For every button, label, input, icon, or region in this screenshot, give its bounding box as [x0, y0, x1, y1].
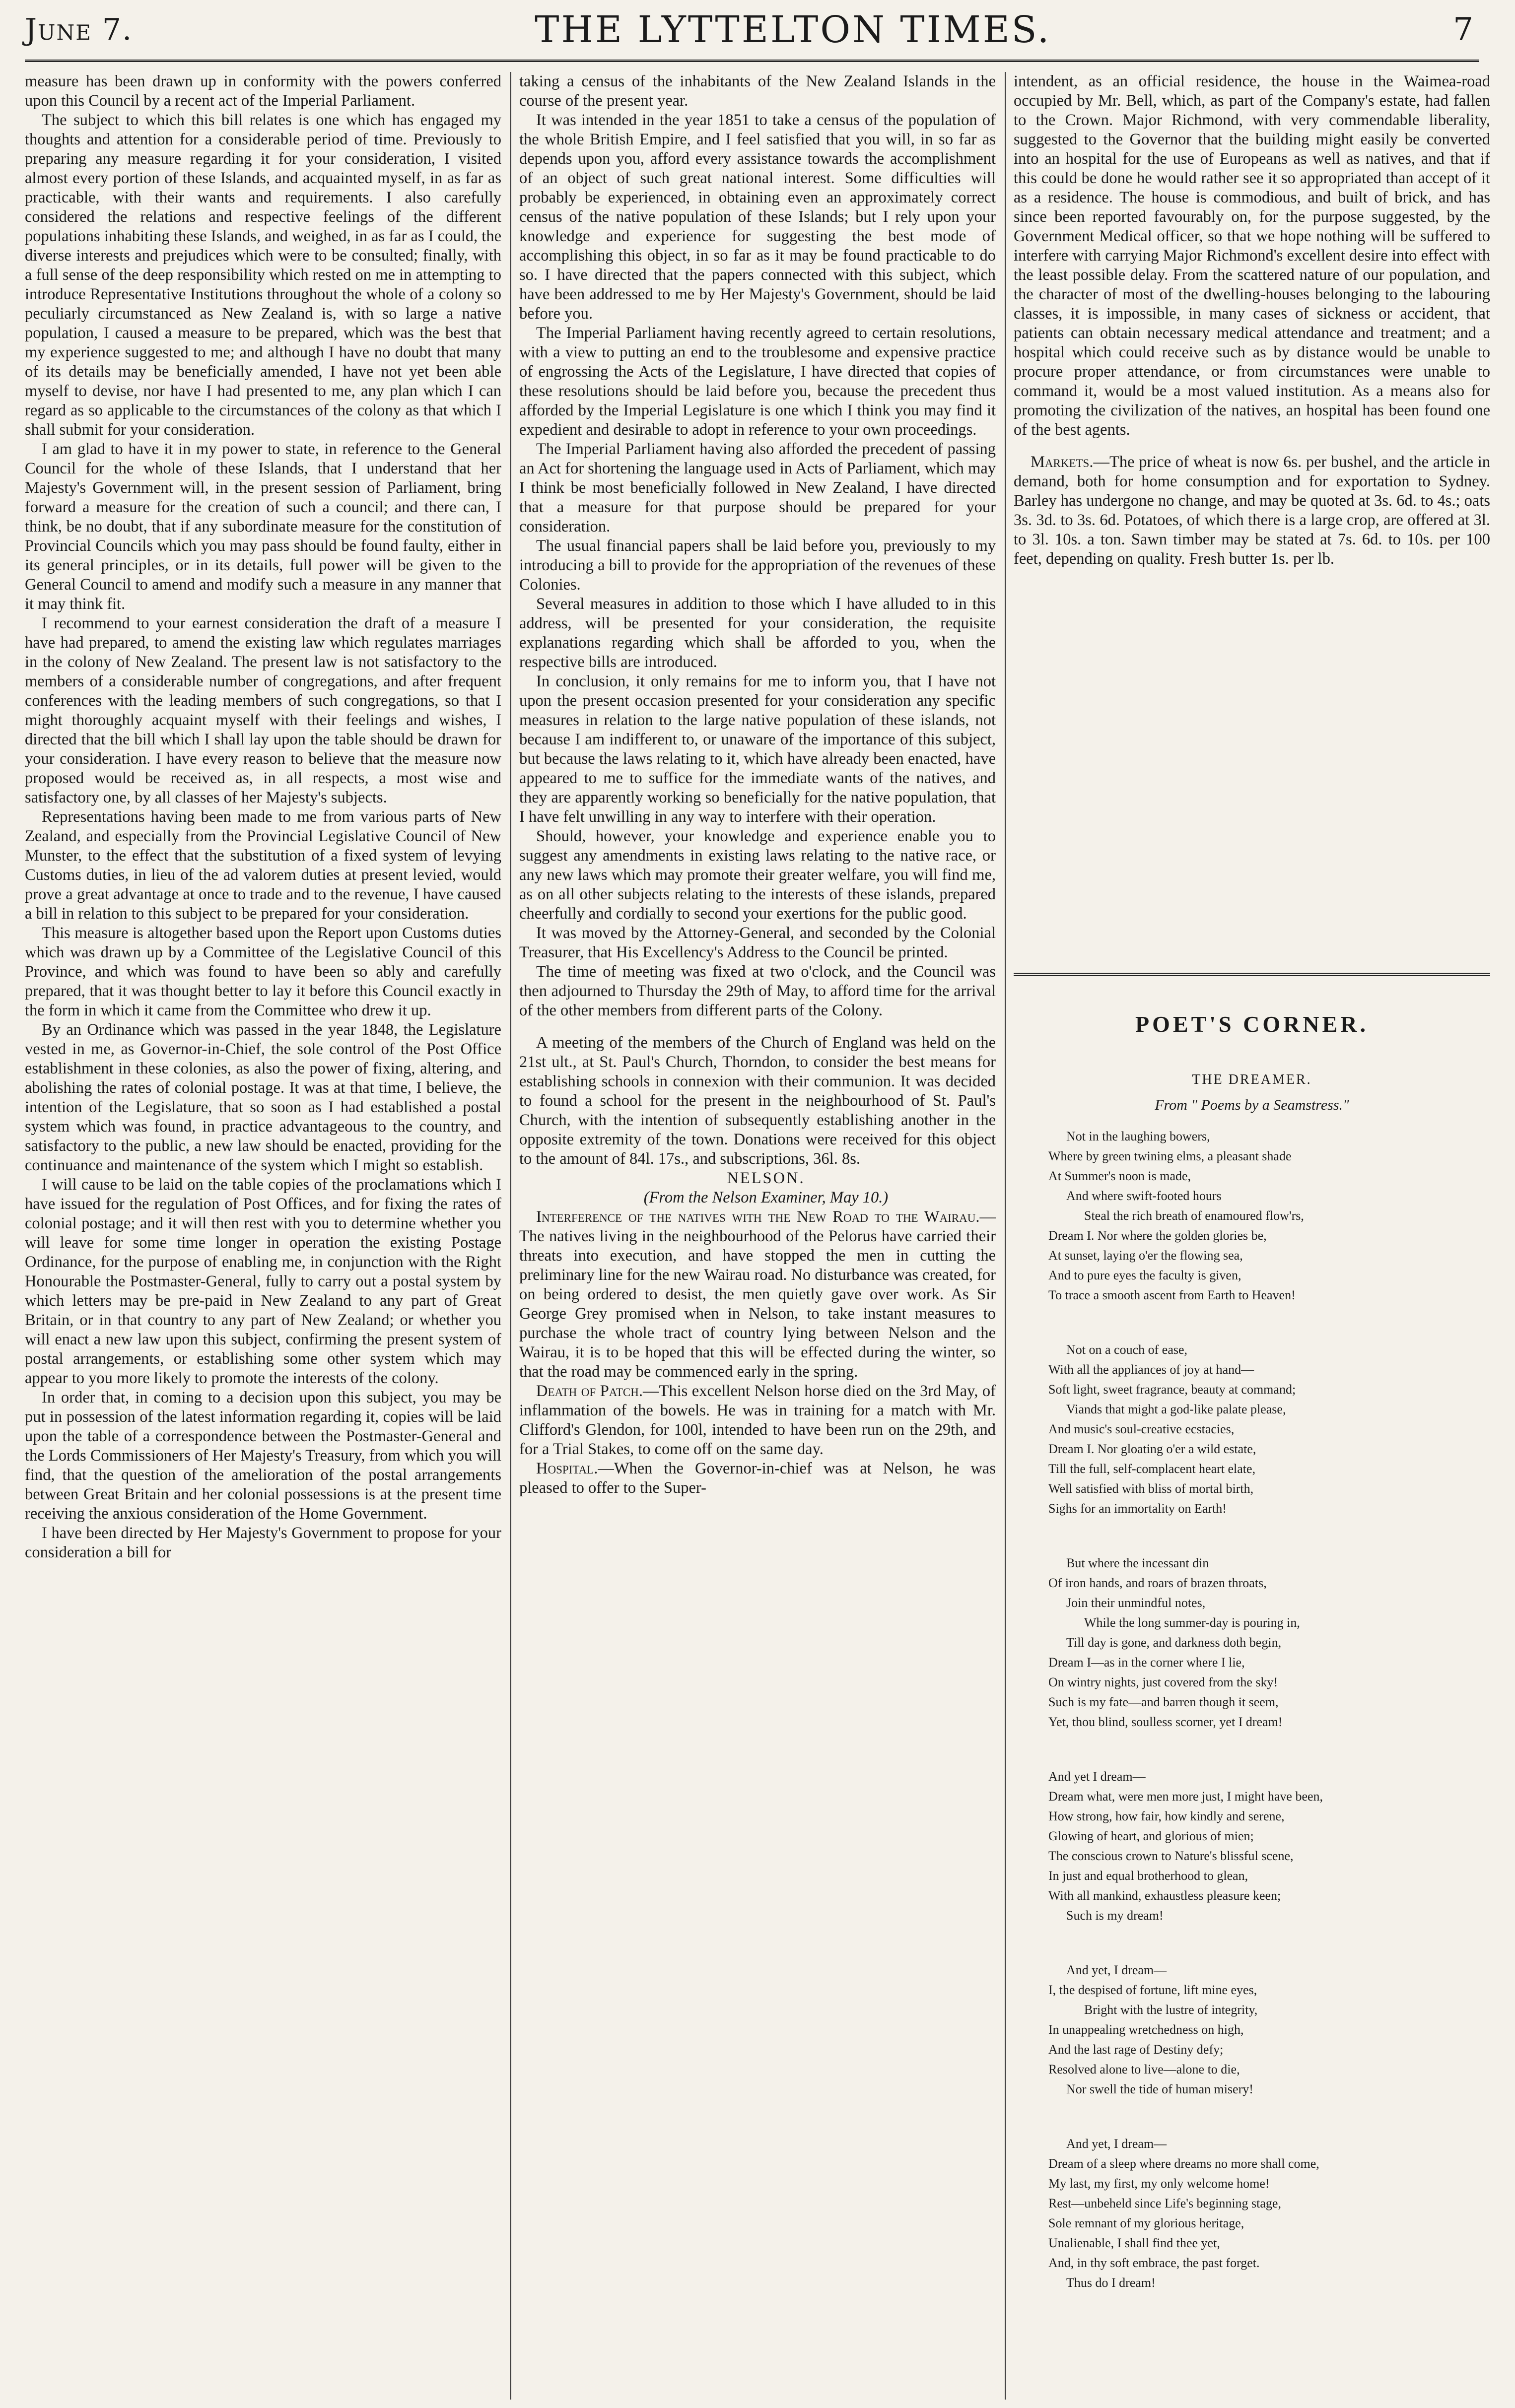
page-number: 7: [1453, 11, 1473, 48]
poets-corner-title: POET'S CORNER.: [1135, 1011, 1369, 1037]
article-paragraph: By an Ordinance which was passed in the year 1848, the Legislature vested in me, as Governor-in-Chief, the sole control of the Post Office establishment in these colonies, as also the power of fixing, altering, and abolishing the rates of colonial postage. It was at that time, I believe, the intention of the Legislature, that so soon as I had established a postal system which was found, in practice advantageous to the country, and satisfactory to the public, a new law should be enacted, providing for the continuance and maintenance of the system which I might so establish.: [25, 1021, 501, 1174]
poem-line: Not in the laughing bowers,: [1066, 1129, 1210, 1143]
column-rule: [1005, 72, 1006, 2400]
article-paragraph: The usual financial papers shall be laid before you, previously to my introducing a bill to provide for the appropriation of the revenues of these Colonies.: [519, 537, 996, 594]
poem-stanza: [1048, 1767, 1490, 1926]
poem-line: On wintry nights, just covered from the sky!: [1048, 1675, 1278, 1689]
article-paragraph: In order that, in coming to a decision upon this subject, you may be put in possession of the latest information regarding it, copies will be laid upon the table of a correspondence between the Postmaster-General and the Lords Commissioners of Her Majesty's Treasury, from which you will find, that the question of the amelioration of the postal arrangements between Great Britain and her colonial possessions is at the present time receiving the anxious consideration of the Home Government.: [25, 1389, 501, 1523]
news-item-title: Markets.: [1031, 453, 1094, 471]
poem-line: Till day is gone, and darkness doth begin,: [1066, 1635, 1282, 1650]
poem-line: My last, my first, my only welcome home!: [1048, 2176, 1270, 2191]
article-paragraph: The subject to which this bill relates is one which has engaged my thoughts and attention for a considerable period of time. Previously to preparing any measure regarding it for your consideration, I visited almost every portion of these Islands, and acquainted myself, in as far as practicable, with their wants and requirements. I also carefully considered the relations and respective feelings of the different populations inhabiting these Islands, and weighed, in as far as I could, the diverse interests and prejudices which were to be consulted; finally, with a full sense of the deep responsibility which rested on me in attempting to introduce Representative Institutions throughout the whole of a colony so peculiarly circumstanced as New Zealand is, with so large a native population, I caused a measure to be prepared, which was the best that my experience suggested to me; and although I have no doubt that many of its details may be beneficially amended, I have not yet been able myself to devise, nor have I had presented to me, any plan which I can regard as so applicable to the circumstances of the colony as that which I shall submit for your consideration.: [25, 111, 501, 439]
news-item-title: Interference of the natives with the New Road to the Wairau.: [536, 1208, 980, 1226]
news-item: [519, 1382, 996, 1459]
poem-line: Join their unmindful notes,: [1066, 1596, 1206, 1610]
poem-stanza: [1048, 1127, 1490, 1305]
article-paragraph: Should, however, your knowledge and experience enable you to suggest any amendments in existing laws relating to the native race, or any new laws which may promote their greater welfare, you will find me, as on all other subjects relating to the interests of these islands, prepared cheerfully and cordially to second your exertions for the public good.: [519, 827, 996, 923]
poem-line: Dream of a sleep where dreams no more shall come,: [1048, 2156, 1319, 2171]
article-paragraph: measure has been drawn up in conformity with the powers conferred upon this Council by a recent act of the Imperial Parliament.: [25, 72, 501, 110]
column-3: [1014, 72, 1490, 945]
nelson-source: (From the Nelson Examiner, May 10.): [643, 1189, 889, 1206]
poem-line: Dream I. Nor gloating o'er a wild estate,: [1048, 1442, 1256, 1456]
article-paragraph: Several measures in addition to those which I have alluded to in this address, will be presented for your consideration, the requisite explanations regarding which shall be afforded to you, when the respective bills are introduced.: [519, 595, 996, 671]
poem-line: Thus do I dream!: [1066, 2275, 1156, 2290]
poem-line: Yet, thou blind, soulless scorner, yet I dream!: [1048, 1715, 1283, 1729]
article-paragraph: In conclusion, it only remains for me to inform you, that I have not upon the present occasion presented for your consideration any specific measures in relation to the large native population of these islands, not because I am indifferent to, or unaware of the importance of this subject, but because the laws relating to it, which have already been enacted, have appeared to me to suffice for the immediate wants of the natives, and they are apparently working so beneficially for the native population, that I have felt unwilling in any way to interfere with their operation.: [519, 672, 996, 826]
masthead: [25, 0, 1479, 62]
news-item-title: Death of Patch.: [536, 1382, 643, 1400]
newspaper-title: THE LYTTELTON TIMES.: [535, 8, 1051, 51]
article-paragraph: The Imperial Parliament having also afforded the precedent of passing an Act for shortening the language used in Acts of Parliament, which may I think be most beneficially followed in New Zealand, I have directed that a measure for that purpose should be prepared for your consideration.: [519, 440, 996, 535]
article-paragraph: Representations having been made to me from various parts of New Zealand, and especially from the Provincial Legislative Council of New Munster, to the effect that the substitution of a fixed system of levying Customs duties, in lieu of the ad valorem duties at present levied, would prove a great advantage at once to trade and to the revenue, I have caused a bill in relation to this subject to be prepared for your consideration.: [25, 808, 501, 923]
poets-corner: [1014, 973, 1490, 2401]
poem-line: Dream I—as in the corner where I lie,: [1048, 1655, 1245, 1670]
article-paragraph: I will cause to be laid on the table copies of the proclamations which I have issued for the regulation of Post Offices, and for fixing the rates of colonial postage; and it will then rest with you to determine whether you will leave for some time longer in operation the existing Postage Ordinance, for the purpose of enabling me, in conjunction with the Right Honourable the Postmaster-General, fully to carry out a postal system by which letters may be pre-paid in New Zealand to any part of Great Britain, or in that country to any part of New Zealand; or whether you will enact a new law upon this subject, confirming the present system of postal arrangements, or establishing some other system which may appear to you more likely to promote the interests of the colony.: [25, 1176, 501, 1387]
column-rule: [510, 72, 511, 2400]
issue-date: June 7.: [25, 12, 133, 47]
poem-line: Of iron hands, and roars of brazen throats,: [1048, 1576, 1267, 1590]
poem-line: Rest—unbeheld since Life's beginning stage,: [1048, 2196, 1281, 2210]
news-item-text: —The price of wheat is now 6s. per bushel, and the article in demand, both for home consumption and for exportation to Sydney. Barley has undergone no change, and may be quoted at 3s. 6d. to 4s.; oats 3s. 3d. to 3s. 6d. Potatoes, of which there is a large crop, are offered at 3l. to 3l. 10s. a ton. Sawn timber may be stated at 7s. 6d. to 10s. per 100 feet, depending on quality. Fresh butter 1s. per lb.: [1014, 453, 1490, 568]
poem-line: In just and equal brotherhood to glean,: [1048, 1869, 1248, 1883]
poem-body: [1014, 1127, 1490, 2293]
church-news-paragraph: A meeting of the members of the Church of England was held on the 21st ult., at St. Paul's Church, Thorndon, to consider the best means for establishing schools in connexion with their communion. It was decided to found a school for the present in the neighbourhood of St. Paul's Church, with the intention of subsequently establishing another in the opposite extremity of the town. Donations were received for this object to the amount of 84l. 17s., and subscriptions, 36l. 8s.: [519, 1034, 996, 1168]
article-paragraph: I am glad to have it in my power to state, in reference to the General Council for the whole of these Islands, that I understand that her Majesty's Government will, in the present session of Parliament, bring forward a measure for the creation of such a council; and there can, I think, be no doubt, that if any subordinate measure for the constitution of Provincial Councils which you may pass should be found faulty, either in its general principles, or in its details, full power will be given to the General Council to amend and modify such a measure in any manner that it may think fit.: [25, 440, 501, 613]
poem-line: Till the full, self-complacent heart elate,: [1048, 1462, 1256, 1476]
poem-stanza: [1048, 1553, 1490, 1732]
poem-stanza: [1048, 1960, 1490, 2099]
poem-stanza: [1048, 2134, 1490, 2293]
article-paragraph: taking a census of the inhabitants of the New Zealand Islands in the course of the present year.: [519, 72, 996, 110]
poem-line: And yet I dream—: [1048, 1769, 1146, 1784]
article-paragraph: It was intended in the year 1851 to take a census of the population of the whole British Empire, and I feel satisfied that you will, in so far as depends upon you, afford every assistance towards the accomplishment of an object of such great national interest. Some difficulties will probably be experienced, in obtaining even an approximately correct census of the native population of these Islands; but I rely upon your knowledge and experience for suggesting the best mode of accomplishing this object, in so far as it may be found practicable to do so. I have directed that the papers connected with this subject, which have been addressed to me by Her Majesty's Government, should be laid before you.: [519, 111, 996, 323]
poem-line: Not on a couch of ease,: [1066, 1342, 1188, 1357]
column-2: [519, 72, 996, 2400]
article-paragraph: I recommend to your earnest consideration the draft of a measure I have had prepared, to amend the existing law which regulates marriages in the colony of New Zealand. The present law is not satisfactory to the members of a considerable number of congregations, and after frequent conferences with the leading members of such congregations, so that I might thoroughly acquaint myself with their feelings and wishes, I directed that the bill which I shall lay upon the table should be drawn for your consideration. I have every reason to believe that the measure now proposed would be received as, in all respects, a most wise and satisfactory one, by all classes of her Majesty's subjects.: [25, 614, 501, 806]
poem-line: And yet, I dream—: [1066, 1963, 1167, 1977]
poem-line: Bright with the lustre of integrity,: [1084, 2003, 1258, 2017]
news-item-text: —This excellent Nelson horse died on the 3rd May, of inflammation of the bowels. He was in training for a match with Mr. Clifford's Glendon, for 100l, intended to have been run on the 29th, and for a Trial Stakes, to come off on the same day.: [519, 1382, 996, 1458]
poem-line: And music's soul-creative ecstacies,: [1048, 1422, 1235, 1436]
poem-line: With all mankind, exhaustless pleasure keen;: [1048, 1888, 1281, 1903]
poem-line: At sunset, laying o'er the flowing sea,: [1048, 1248, 1243, 1263]
poem-line: At Summer's noon is made,: [1048, 1169, 1191, 1183]
poem-line: In unappealing wretchedness on high,: [1048, 2022, 1244, 2037]
poem-line: And to pure eyes the faculty is given,: [1048, 1268, 1241, 1282]
poem-line: And where swift-footed hours: [1066, 1189, 1222, 1203]
poem-line: Steal the rich breath of enamoured flow'rs,: [1084, 1208, 1304, 1223]
poem-line: Dream what, were men more just, I might have been,: [1048, 1789, 1323, 1804]
poem-line: And, in thy soft embrace, the past forget.: [1048, 2256, 1260, 2270]
poem-line: How strong, how fair, how kindly and serene,: [1048, 1809, 1285, 1823]
news-item: [519, 1459, 996, 1498]
poem-line: And the last rage of Destiny defy;: [1048, 2042, 1224, 2057]
poem-line: Such is my fate—and barren though it seem,: [1048, 1695, 1279, 1709]
poem-line: Where by green twining elms, a pleasant shade: [1048, 1149, 1292, 1163]
news-item-text: —When the Governor-in-chief was at Nelson, he was pleased to offer to the Super-: [519, 1460, 996, 1497]
poem-line: Dream I. Nor where the golden glories be,: [1048, 1228, 1267, 1243]
poem-line: But where the incessant din: [1066, 1556, 1209, 1570]
nelson-heading: NELSON.: [727, 1169, 805, 1187]
poem-line: Such is my dream!: [1066, 1908, 1164, 1923]
news-item-title: Hospital.: [536, 1460, 598, 1477]
poem-line: Sighs for an immortality on Earth!: [1048, 1501, 1227, 1516]
poem-line: Unalienable, I shall find thee yet,: [1048, 2236, 1220, 2250]
poem-line: Nor swell the tide of human misery!: [1066, 2082, 1253, 2096]
column-1: [25, 72, 501, 2400]
council-paragraph: The time of meeting was fixed at two o'clock, and the Council was then adjourned to Thursday the 29th of May, to afford time for the arrival of the other members from different parts of the Colony.: [519, 963, 996, 1019]
poem-line: Well satisfied with bliss of mortal birth,: [1048, 1481, 1254, 1496]
poem-line: And yet, I dream—: [1066, 2137, 1167, 2151]
poem-line: Glowing of heart, and glorious of mien;: [1048, 1829, 1254, 1843]
council-paragraph: It was moved by the Attorney-General, and seconded by the Colonial Treasurer, that His Excellency's Address to the Council be printed.: [519, 924, 996, 961]
poem-stanza: [1048, 1340, 1490, 1519]
poem-title: THE DREAMER.: [1192, 1072, 1312, 1087]
article-paragraph: I have been directed by Her Majesty's Government to propose for your consideration a bill for: [25, 1524, 501, 1561]
poem-line: I, the despised of fortune, lift mine eyes,: [1048, 1983, 1257, 1997]
poem-line: Resolved alone to live—alone to die,: [1048, 2062, 1240, 2076]
news-item-text: intendent, as an official residence, the house in the Waimea-road occupied by Mr. Bell, which, as part of the Company's estate, had fallen to the Crown. Major Richmond, with very commendable liberality, suggested to the Governor that the building might easily be converted into an hospital for the use of Europeans as well as natives, and that if this could be done he would rather see it so appropriated than accept of it as a residence. The house is commodious, and built of brick, and has since been reported favourably on, for the purpose suggested, by the Government Medical officer, so that we hope nothing will be suffered to interfere with carrying Major Richmond's excellent desire into effect with the least possible delay. From the scattered nature of our population, and the character of most of the dwelling-houses belonging to the labouring classes, it is impossible, in many cases of sickness or accident, that patients can obtain necessary medical attendance and treatment; and a hospital which could receive such as by distance would be unable to procure proper attendance, or from circumstances were unable to command it, would be a most valued institution. As a means also for promoting the civilization of the natives, an hospital has been found one of the best agents.: [1014, 72, 1490, 439]
poem-line: The conscious crown to Nature's blissful scene,: [1048, 1849, 1294, 1863]
news-item: [1014, 453, 1490, 569]
poem-line: Soft light, sweet fragrance, beauty at command;: [1048, 1382, 1296, 1397]
poem-line: While the long summer-day is pouring in,: [1084, 1615, 1300, 1630]
poem-line: Sole remnant of my glorious heritage,: [1048, 2216, 1244, 2230]
poem-line: With all the appliances of joy at hand—: [1048, 1362, 1254, 1377]
article-paragraph: This measure is altogether based upon the Report upon Customs duties which was drawn up by a Committee of the Legislative Council of this Province, and which was found to have been so ably and carefully prepared, that it was thought better to lay it before this Council exactly in the form in which it came from the Committee who drew it up.: [25, 924, 501, 1019]
news-item-text: —The natives living in the neighbourhood of the Pelorus have carried their threats into execution, and have stopped the men in cutting the preliminary line for the new Wairau road. No disturbance was created, for on being ordered to desist, the men quietly gave over work. As Sir George Grey promised when in Nelson, to take instant measures to purchase the whole tract of country lying between Nelson and the Wairau, it is to be hoped that this will be effected during the winter, so that the road may be commenced early in the spring.: [519, 1208, 996, 1381]
poem-line: Viands that might a god-like palate please,: [1066, 1402, 1286, 1416]
poem-source: From " Poems by a Seamstress.": [1155, 1097, 1349, 1113]
poem-line: To trace a smooth ascent from Earth to Heaven!: [1048, 1288, 1296, 1302]
article-paragraph: The Imperial Parliament having recently agreed to certain resolutions, with a view to putting an end to the troublesome and expensive practice of engrossing the Acts of the Legislature, I have directed that copies of these resolutions should be laid before you, because the precedent thus afforded by the Imperial Legislature is one which I think you may find it expedient and desirable to adopt in reference to your own proceedings.: [519, 324, 996, 439]
news-item: [519, 1207, 996, 1382]
